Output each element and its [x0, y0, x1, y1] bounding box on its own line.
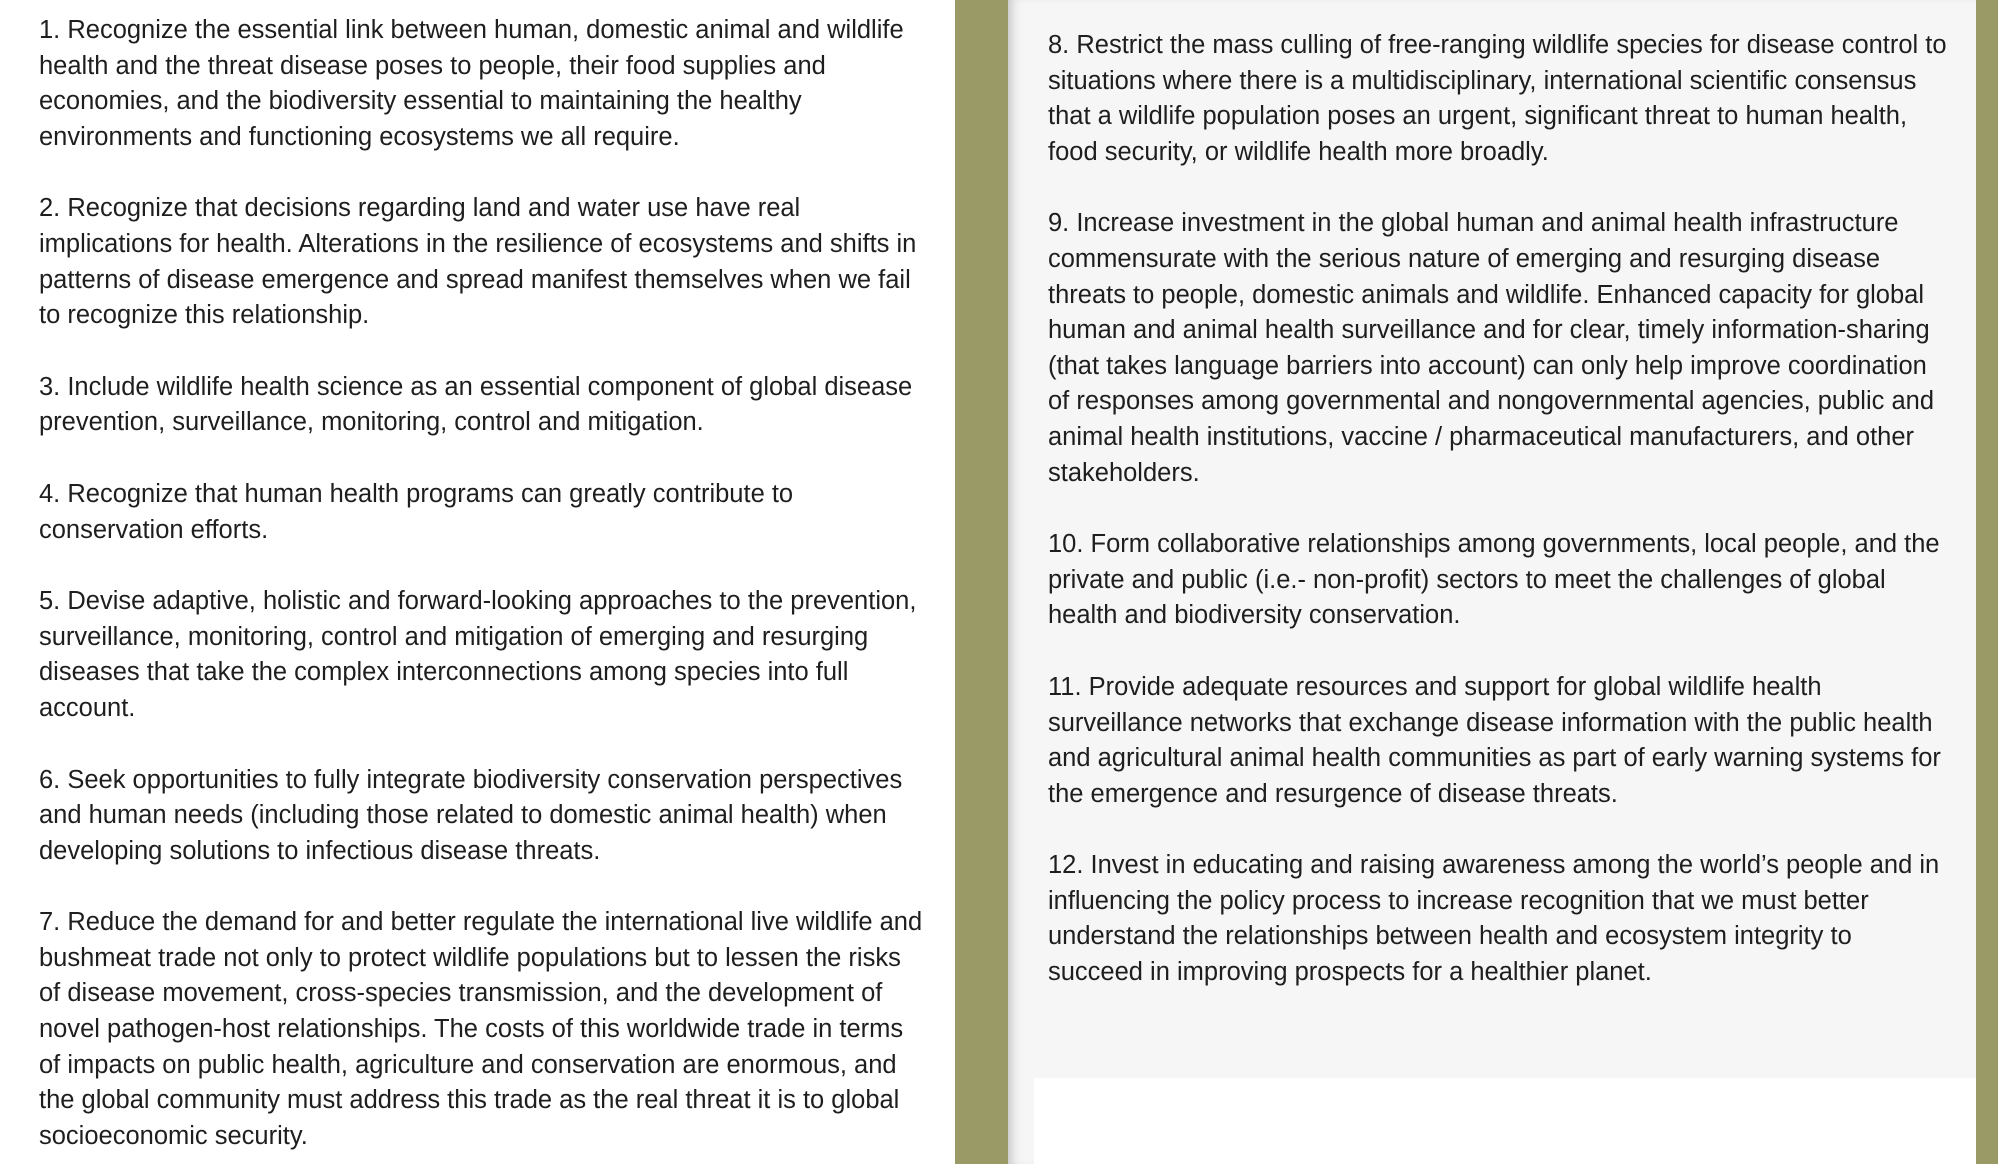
principle-11: 11. Provide adequate resources and support for global wildlife health surveillance networks that exchange disease information with the public health and agricultural animal health communities as part of early warning systems for the emergence and resurgence of disease threats. — [1048, 672, 1941, 808]
principle-10: 10. Form collaborative relationships among governments, local people, and the private and public (i.e.- non-profit) sectors to meet the challenges of global health and biodiversity conservation. — [1048, 530, 1940, 630]
principle-12: 12. Invest in educating and raising awareness among the world’s people and in influencing the policy process to increase recognition that we must better understand the relationships between health and ecosystem integrity to succeed in improving prospects for a healthier planet. — [1048, 851, 1940, 987]
right-column-text — [1048, 28, 1948, 1027]
principle-4: 4. Recognize that human health programs can greatly contribute to conservation efforts. — [39, 479, 794, 544]
olive-divider-right — [1976, 0, 1998, 1164]
left-column-panel — [0, 0, 955, 1164]
principle-5: 5. Devise adaptive, holistic and forward-looking approaches to the prevention, surveillance, monitoring, control and mitigation of emerging and resurging diseases that take the complex interconnections among species into full account. — [39, 587, 917, 722]
principle-3: 3. Include wildlife health science as an essential component of global disease prevention, surveillance, monitoring, control and mitigation. — [39, 372, 913, 437]
right-column-panel — [1008, 0, 1976, 1164]
principle-2: 2. Recognize that decisions regarding land and water use have real implications for health. Alterations in the resilience of ecosystems and shifts in patterns of disease emergence and spread manifest themselves when we fail to recognize this relationship. — [39, 194, 917, 330]
olive-divider-left — [955, 0, 1008, 1164]
principle-6: 6. Seek opportunities to fully integrate biodiversity conservation perspectives and human needs (including those related to domestic animal health) when developing solutions to infectious disease threats. — [39, 765, 903, 865]
principle-7: 7. Reduce the demand for and better regulate the international live wildlife and bushmeat trade not only to protect wildlife populations but to lessen the risks of disease movement, cross-species transmission, and the development of novel pathogen-host relationships. The costs of this worldwide trade in terms of impacts on public health, agriculture and conservation are enormous, and the global community must address this trade as the real threat it is to global socioeconomic security. — [39, 908, 923, 1150]
right-panel-bottom-strip — [1034, 1078, 1976, 1164]
principle-8: 8. Restrict the mass culling of free-ranging wildlife species for disease control to situations where there is a multidisciplinary, international scientific consensus that a wildlife population poses an urgent, significant threat to human health, food security, or wildlife health more broadly. — [1048, 31, 1947, 166]
principle-1: 1. Recognize the essential link between human, domestic animal and wildlife health and the threat disease poses to people, their food supplies and economies, and the biodiversity essential to maintaining the healthy environments and functioning ecosystems we all require. — [39, 16, 904, 151]
principle-9: 9. Increase investment in the global human and animal health infrastructure commensurate with the serious nature of emerging and resurging disease threats to people, domestic animals and wildlife. Enhanced capacity for global human and animal health surveillance and for clear, timely information-sharing (that takes language barriers into account) can only help improve coordination of responses among governmental and nongovernmental agencies, public and animal health institutions, vaccine / pharmaceutical manufacturers, and other stakeholders. — [1048, 209, 1935, 487]
left-column-text — [39, 13, 929, 1164]
